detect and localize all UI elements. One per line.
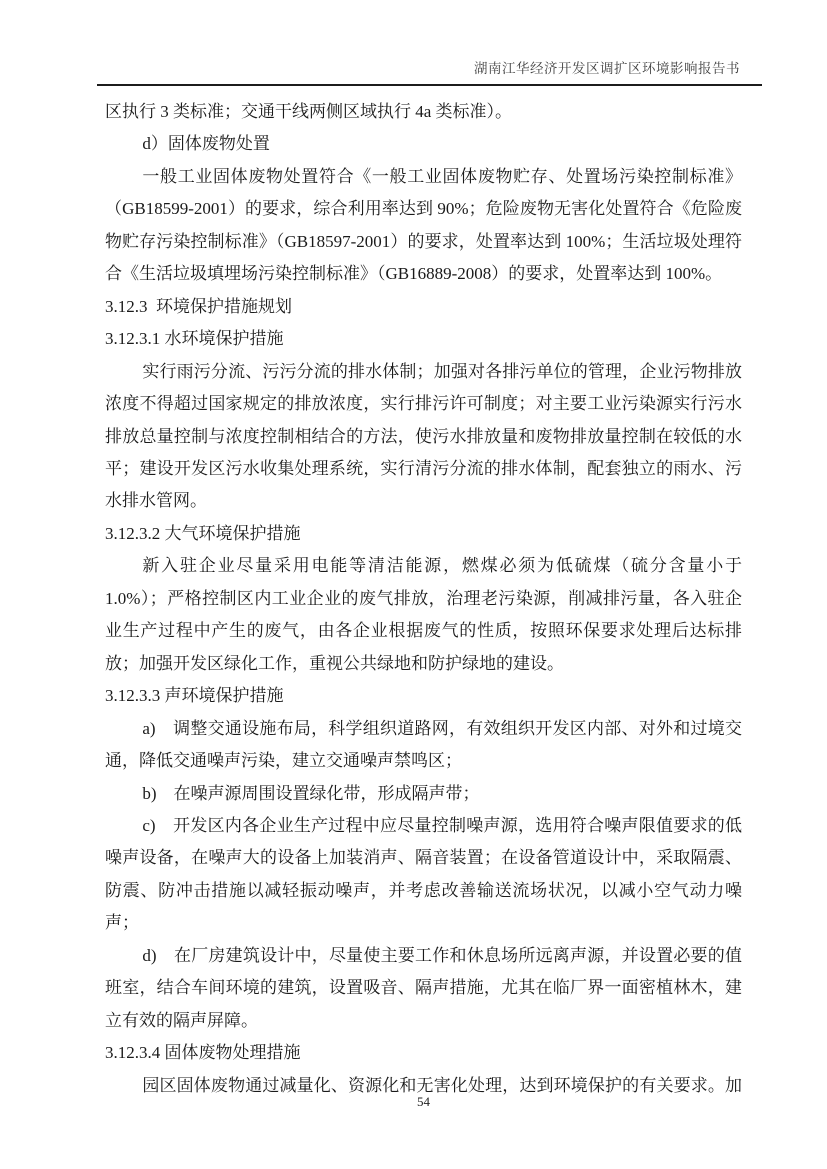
section-heading: 3.12.3.2 大气环境保护措施 (105, 523, 301, 543)
section-heading: 3.12.3.4 固体废物处理措施 (105, 1043, 301, 1063)
paragraph: d）固体废物处置 (142, 134, 270, 154)
page-footer (105, 1094, 742, 1110)
paragraph: 实行雨污分流、污污分流的排水体制；加强对各排污单位的管理，企业污物排放浓度不得超过国家规定的排放浓度，实行排污许可制度；对主要工业污染源实行污水排放总量控制与浓度控制相结合的方法，使污水排放量和废物排放量控制在较低的水平；建设开发区污水收集处理系统，实行清污分流的排水体制，配套独立的雨水、污水排水管网。 (105, 361, 742, 511)
paragraph: 一般工业固体废物处置符合《一般工业固体废物贮存、处置场污染控制标准》（GB18599-2001）的要求，综合利用率达到 90%；危险废物无害化处置符合《危险废物贮存污染控制标准》（GB18597-2001）的要求，处置率达到 100%；生活垃圾处理符合《生活垃圾填埋场污染控制标准》（GB16889-2008）的要求，处置率达到 100%。 (105, 166, 742, 284)
running-header-title: 湖南江华经济开发区调扩区环境影响报告书 (474, 61, 740, 76)
section-heading: 3.12.3.1 水环境保护措施 (105, 329, 284, 349)
running-header (97, 59, 740, 79)
header-divider (97, 84, 762, 86)
paragraph: 区执行 3 类标准；交通干线两侧区域执行 4a 类标准）。 (105, 102, 513, 121)
paragraph: a) 调整交通设施布局，科学组织道路网，有效组织开发区内部、对外和过境交通，降低交通噪声污染，建立交通噪声禁鸣区； (105, 718, 742, 771)
document-body (105, 96, 742, 1102)
paragraph: 新入驻企业尽量采用电能等清洁能源，燃煤必须为低硫煤（硫分含量小于 1.0%）；严格控制区内工业企业的废气排放，治理老污染源，削减排污量，各入驻企业生产过程中产生的废气，由各企业根据废气的性质，按照环保要求处理后达标排放；加强开发区绿化工作，重视公共绿地和防护绿地的建设。 (105, 556, 742, 673)
paragraph: c) 开发区内各企业生产过程中应尽量控制噪声源，选用符合噪声限值要求的低噪声设备，在噪声大的设备上加装消声、隔音装置；在设备管道设计中，采取隔震、防震、防冲击措施以减轻振动噪声，并考虑改善输送流场状况，以减小空气动力噪声； (105, 815, 742, 933)
paragraph: d) 在厂房建筑设计中，尽量使主要工作和休息场所远离声源，并设置必要的值班室，结合车间环境的建筑，设置吸音、隔声措施，尤其在临厂界一面密植林木，建立有效的隔声屏障。 (105, 945, 742, 1030)
paragraph: 园区固体废物通过减量化、资源化和无害化处理，达到环境保护的有关要求。加 (142, 1075, 742, 1095)
paragraph: b) 在噪声源周围设置绿化带，形成隔声带； (142, 783, 480, 803)
section-heading: 3.12.3 环境保护措施规划 (105, 296, 292, 316)
page-number: 54 (417, 1094, 430, 1109)
section-heading: 3.12.3.3 声环境保护措施 (105, 686, 284, 706)
